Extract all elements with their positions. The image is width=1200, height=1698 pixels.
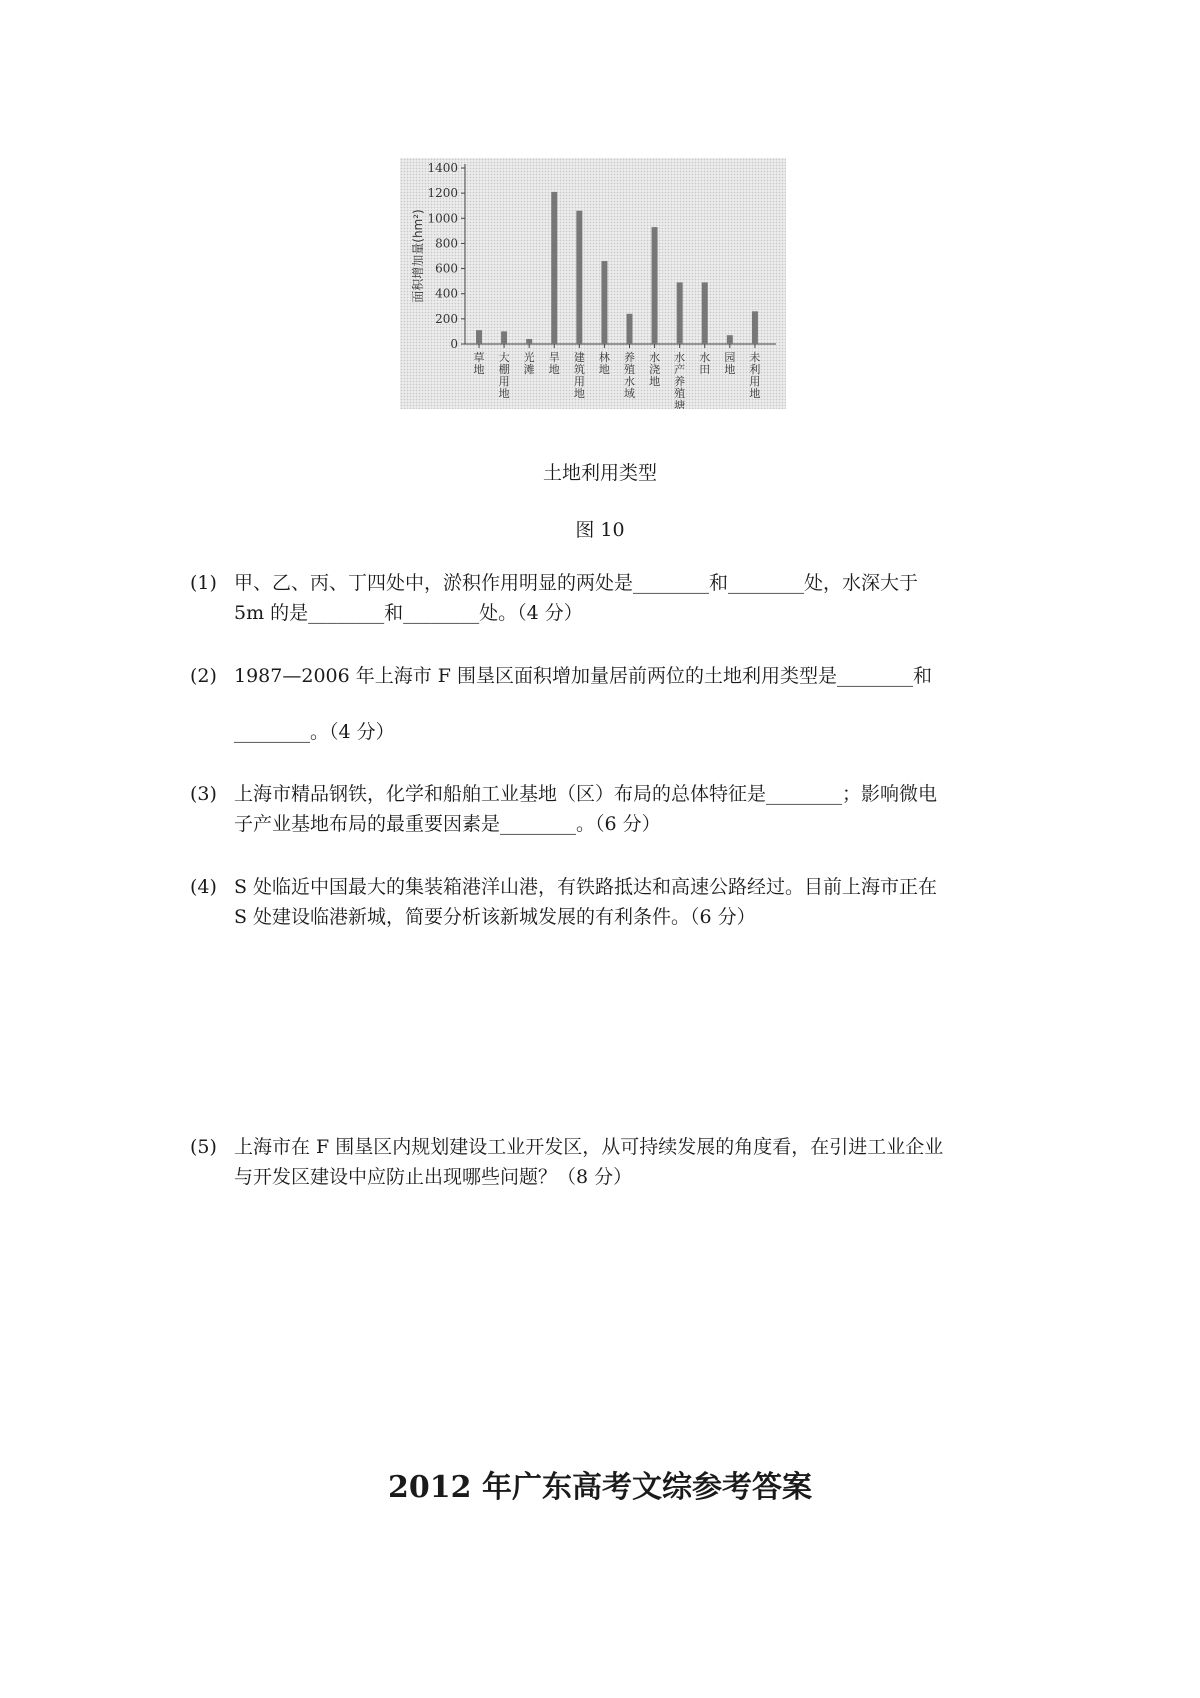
bar-3 (526, 339, 532, 344)
x-tick-label: 大棚用地 (498, 351, 510, 400)
answer-section-title: 2012 年广东高考文综参考答案 (388, 1470, 812, 1505)
y-tick-label: 200 (435, 311, 458, 326)
bar-8 (652, 227, 658, 344)
question-4 (190, 872, 1060, 932)
bar-12 (752, 311, 758, 344)
question-text: 甲、乙、丙、丁四处中，淤积作用明显的两处是________和________处，水深大于 (234, 572, 919, 594)
x-tick-label: 建筑用地 (573, 351, 585, 400)
question-text: 1987—2006 年上海市 F 围垦区面积增加量居前两位的土地利用类型是________和 (234, 665, 933, 687)
question-text-cont: S 处建设临港新城，简要分析该新城发展的有利条件。（6 分） (234, 906, 756, 928)
question-text: S 处临近中国最大的集装箱港洋山港，有铁路抵达和高速公路经过。目前上海市正在 (234, 876, 938, 898)
chart-svg (400, 158, 786, 409)
y-axis-title: 面积增加量(hm²) (411, 209, 425, 303)
question-2 (190, 661, 1060, 747)
y-tick-label: 0 (450, 337, 458, 351)
question-number: (1) (190, 572, 217, 594)
x-tick-label: 养殖水域 (624, 351, 635, 400)
question-number: (2) (190, 665, 217, 687)
x-tick-label: 水浇地 (649, 351, 661, 388)
y-tick-label: 400 (435, 286, 458, 301)
y-tick-label: 600 (435, 261, 458, 276)
figure-caption: 图 10 (575, 519, 625, 541)
y-tick-label: 1200 (427, 186, 458, 201)
question-number: (3) (190, 783, 217, 805)
question-1 (190, 568, 1060, 628)
question-text-cont: 子产业基地布局的最重要因素是________。（6 分） (234, 813, 661, 835)
x-tick-label: 林地 (598, 351, 610, 376)
bar-6 (601, 261, 607, 344)
x-tick-label: 园地 (724, 351, 736, 376)
bar-1 (476, 330, 482, 344)
bar-7 (627, 314, 633, 344)
y-tick-label: 1400 (427, 161, 458, 175)
question-3 (190, 779, 1060, 839)
bar-chart (400, 158, 786, 409)
x-tick-label: 草地 (473, 351, 485, 376)
bar-2 (501, 331, 507, 344)
question-number: (4) (190, 876, 217, 898)
question-5 (190, 1132, 1060, 1192)
question-text: 上海市精品钢铁，化学和船舶工业基地（区）布局的总体特征是________；影响微电 (234, 783, 938, 805)
x-tick-label: 旱地 (548, 351, 560, 376)
bar-10 (702, 282, 708, 344)
bar-5 (576, 211, 582, 344)
y-tick-label: 1000 (427, 211, 458, 226)
x-tick-label: 未利用地 (749, 351, 761, 400)
x-axis-caption: 土地利用类型 (542, 462, 657, 484)
x-tick-label: 光滩 (523, 351, 535, 376)
x-tick-label: 水田 (699, 351, 711, 376)
y-tick-label: 800 (435, 236, 458, 251)
question-text-cont: 与开发区建设中应防止出现哪些问题？（8 分） (234, 1166, 633, 1188)
bar-4 (551, 192, 557, 344)
question-number: (5) (190, 1136, 217, 1158)
x-tick-label: 水产养殖塘 (674, 351, 686, 409)
question-text-cont: ________。（4 分） (234, 721, 395, 743)
bar-11 (727, 335, 733, 344)
bar-9 (677, 282, 683, 344)
question-text: 上海市在 F 围垦区内规划建设工业开发区，从可持续发展的角度看，在引进工业企业 (234, 1136, 944, 1158)
question-text-cont: 5m 的是________和________处。（4 分） (234, 602, 583, 624)
